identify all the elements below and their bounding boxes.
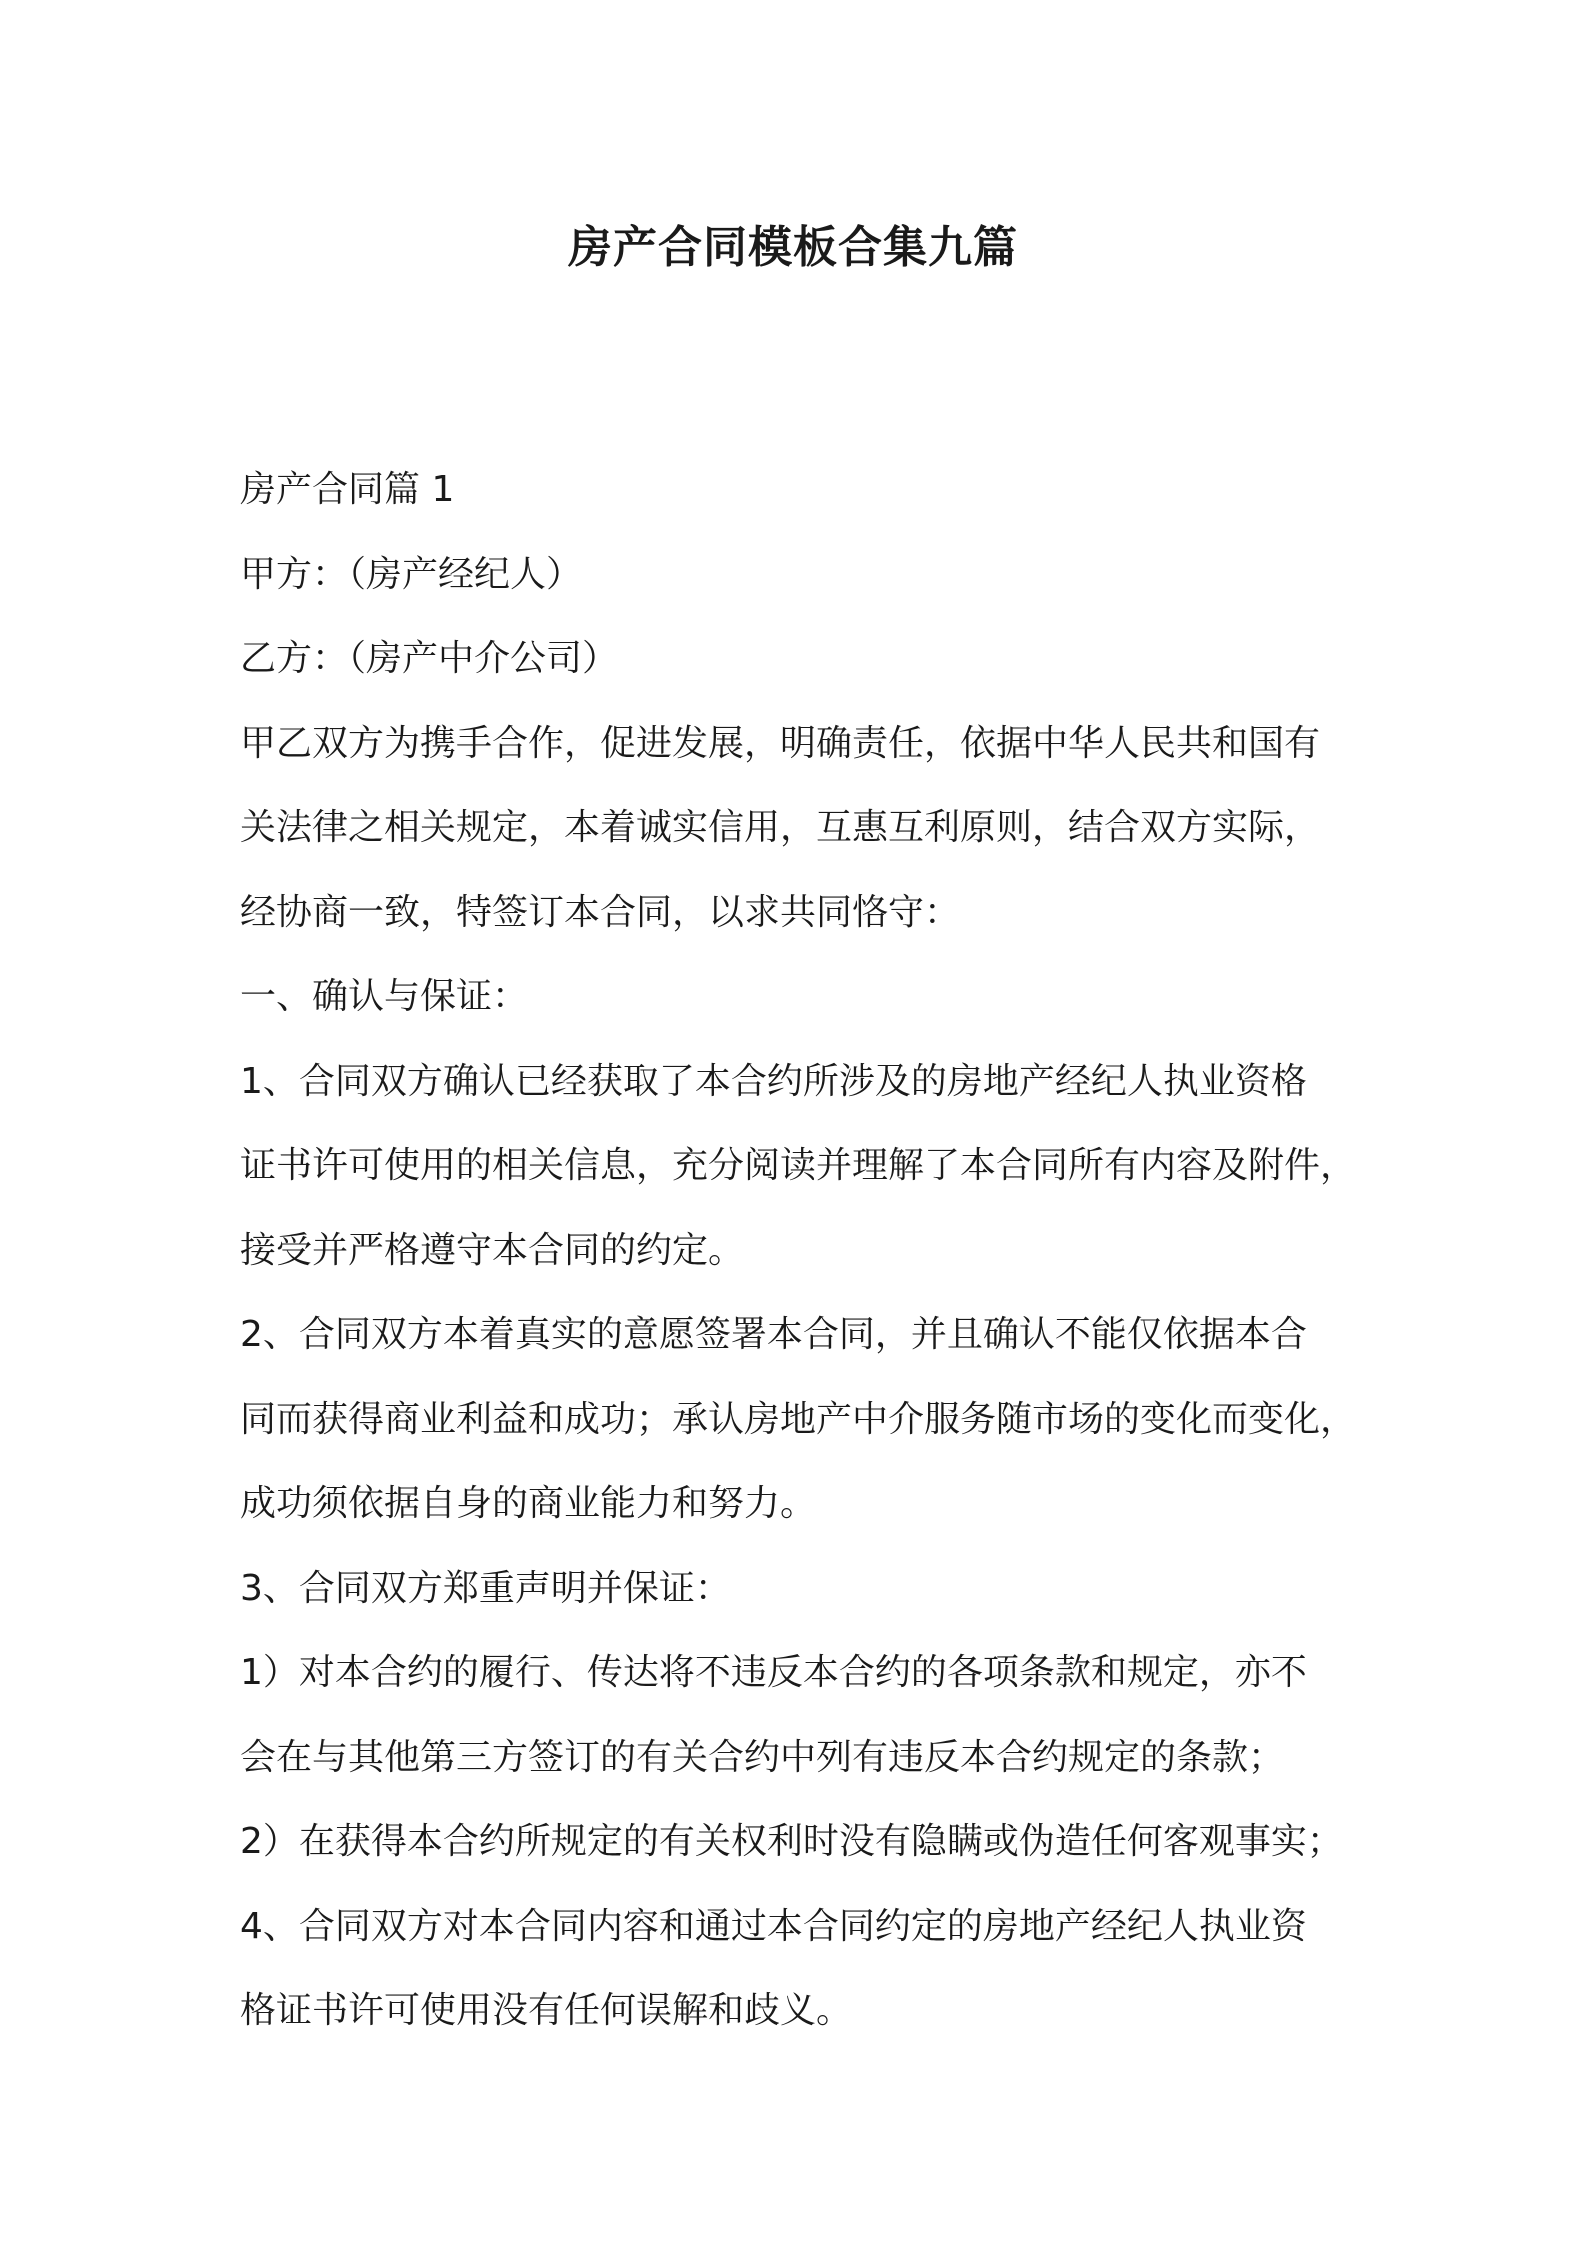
paragraph-line: 同而获得商业利益和成功；承认房地产中介服务随市场的变化而变化， bbox=[240, 1398, 1357, 1440]
paragraph-line: 甲乙双方为携手合作，促进发展，明确责任，依据中华人民共和国有 bbox=[240, 722, 1321, 764]
paragraph-line: 2、合同双方本着真实的意愿签署本合同，并且确认不能仅依据本合 bbox=[240, 1314, 1307, 1355]
paragraph-line: 经协商一致，特签订本合同，以求共同恪守： bbox=[240, 891, 961, 933]
party-a-line: 甲方：（房产经纪人） bbox=[240, 553, 583, 595]
paragraph-line: 成功须依据自身的商业能力和努力。 bbox=[240, 1483, 817, 1524]
document-title: 房产合同模板合集九篇 bbox=[568, 222, 1018, 273]
paragraph-line: 格证书许可使用没有任何误解和歧义。 bbox=[240, 1990, 853, 2031]
paragraph-line: 接受并严格遵守本合同的约定。 bbox=[240, 1229, 745, 1271]
paragraph-line: 证书许可使用的相关信息，充分阅读并理解了本合同所有内容及附件， bbox=[240, 1145, 1357, 1186]
clause-heading: 一、确认与保证： bbox=[240, 976, 529, 1017]
paragraph-line: 4、合同双方对本合同内容和通过本合同约定的房地产经纪人执业资 bbox=[240, 1905, 1307, 1947]
paragraph-line: 关法律之相关规定，本着诚实信用，互惠互利原则，结合双方实际， bbox=[240, 807, 1321, 848]
paragraph-line: 1）对本合约的履行、传达将不违反本合约的各项条款和规定，亦不 bbox=[240, 1652, 1307, 1693]
paragraph-line: 1、合同双方确认已经获取了本合约所涉及的房地产经纪人执业资格 bbox=[240, 1060, 1307, 1102]
document-body bbox=[240, 448, 1360, 2054]
section-heading: 房产合同篇 1 bbox=[240, 469, 455, 510]
party-b-line: 乙方：（房产中介公司） bbox=[240, 638, 619, 679]
paragraph-line: 会在与其他第三方签订的有关合约中列有违反本合约规定的条款； bbox=[240, 1736, 1285, 1778]
paragraph-line: 2）在获得本合约所规定的有关权利时没有隐瞒或伪造任何客观事实； bbox=[240, 1821, 1343, 1862]
paragraph-line: 3、合同双方郑重声明并保证： bbox=[240, 1567, 731, 1609]
